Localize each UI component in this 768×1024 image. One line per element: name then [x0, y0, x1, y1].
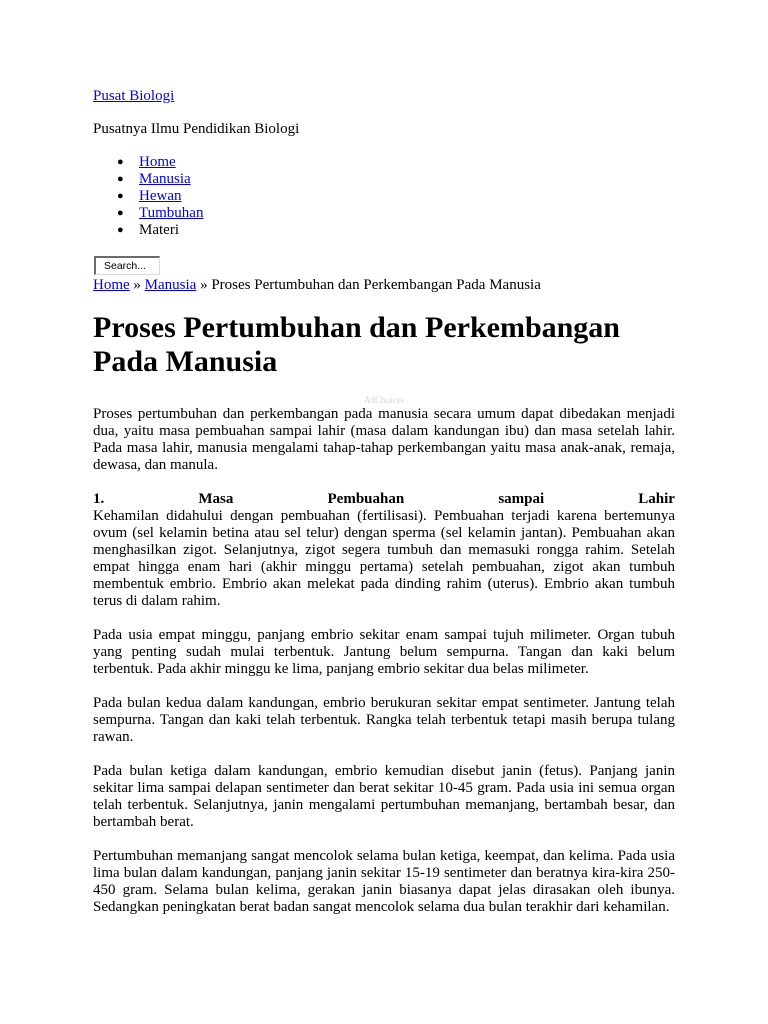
site-tagline: Pusatnya Ilmu Pendidikan Biologi	[93, 121, 300, 137]
article-body	[93, 406, 675, 933]
bullet-icon: ●	[117, 207, 124, 219]
adchoices-label[interactable]: AdChoices	[364, 395, 404, 405]
breadcrumb-home-link[interactable]: Home	[93, 277, 130, 293]
main-nav	[93, 154, 203, 239]
bullet-icon: ●	[117, 156, 124, 168]
nav-label-materi[interactable]: Materi	[139, 222, 179, 238]
section-heading-word: Lahir	[638, 491, 675, 507]
nav-item-manusia	[93, 171, 203, 188]
breadcrumb	[93, 277, 541, 294]
bullet-icon: ●	[117, 224, 124, 236]
nav-item-home	[93, 154, 203, 171]
section-heading	[93, 491, 675, 508]
section-heading-word: Pembuahan	[327, 491, 405, 507]
article-paragraph: Pada bulan ketiga dalam kandungan, embrio kemudian disebut janin (fetus). Panjang janin sekitar lima sampai delapan sentimeter dan berat sekitar 10-45 gram. Pada usia ini semua organ telah terbentuk. Selanjutnya, janin mengalami pertumbuhan memanjang, bertambah besar, dan bertambah berat.	[93, 763, 675, 830]
search-input[interactable]: Search...	[94, 256, 160, 275]
nav-link-home[interactable]: Home	[139, 154, 176, 170]
breadcrumb-separator: »	[133, 277, 141, 293]
article-title: Proses Pertumbuhan dan Perkembangan Pada Manusia	[93, 311, 620, 378]
bullet-icon: ●	[117, 190, 124, 202]
breadcrumb-current: Proses Pertumbuhan dan Perkembangan Pada Manusia	[211, 277, 541, 293]
article-paragraph: Pertumbuhan memanjang sangat mencolok selama bulan ketiga, keempat, dan kelima. Pada usia lima bulan dalam kandungan, panjang janin sekitar 15-19 sentimeter dan beratnya kira-kira 250-450 gram. Selama bulan kelima, gerakan janin biasanya dapat jelas dirasakan oleh ibunya. Sedangkan peningkatan berat badan sangat mencolok selama dua bulan terakhir dari kehamilan.	[93, 848, 675, 915]
nav-link-hewan[interactable]: Hewan	[139, 188, 182, 204]
section-1	[93, 491, 675, 610]
nav-item-tumbuhan	[93, 205, 203, 222]
site-title-link[interactable]: Pusat Biologi	[93, 88, 175, 104]
section-heading-word: Masa	[198, 491, 234, 507]
breadcrumb-separator: »	[200, 277, 208, 293]
nav-link-tumbuhan[interactable]: Tumbuhan	[139, 205, 204, 221]
article-paragraph: Pada usia empat minggu, panjang embrio sekitar enam sampai tujuh milimeter. Organ tubuh yang penting sudah mulai terbentuk. Jantung belum sempurna. Tangan dan kaki belum terbentuk. Pada akhir minggu ke lima, panjang embrio sekitar dua belas milimeter.	[93, 627, 675, 677]
article-intro-paragraph: Proses pertumbuhan dan perkembangan pada manusia secara umum dapat dibedakan menjadi dua, yaitu masa pembuahan sampai lahir (masa dalam kandungan ibu) dan masa setelah lahir. Pada masa lahir, manusia mengalami tahap-tahap perkembangan yaitu masa anak-anak, remaja, dewasa, dan manula.	[93, 406, 675, 473]
nav-link-manusia[interactable]: Manusia	[139, 171, 191, 187]
section-heading-word: 1.	[93, 491, 105, 507]
article-paragraph: Pada bulan kedua dalam kandungan, embrio berukuran sekitar empat sentimeter. Jantung telah sempurna. Tangan dan kaki telah terbentuk. Rangka telah terbentuk tetapi masih berupa tulang rawan.	[93, 695, 675, 745]
bullet-icon: ●	[117, 173, 124, 185]
nav-item-materi[interactable]	[93, 222, 203, 239]
section-heading-word: sampai	[498, 491, 545, 507]
breadcrumb-category-link[interactable]: Manusia	[144, 277, 197, 293]
section-1-paragraph: Kehamilan didahului dengan pembuahan (fertilisasi). Pembuahan terjadi karena bertemunya ovum (sel kelamin betina atau sel telur) dengan sperma (sel kelamin jantan). Pembuahan akan menghasilkan zigot. Selanjutnya, zigot segera tumbuh dan memasuki rongga rahim. Setelah empat hingga enam hari (akhir minggu pertama) setelah pembuahan, zigot akan tumbuh membentuk embrio. Embrio akan melekat pada dinding rahim (uterus). Embrio akan tumbuh terus di dalam rahim.	[93, 508, 675, 609]
nav-item-hewan	[93, 188, 203, 205]
